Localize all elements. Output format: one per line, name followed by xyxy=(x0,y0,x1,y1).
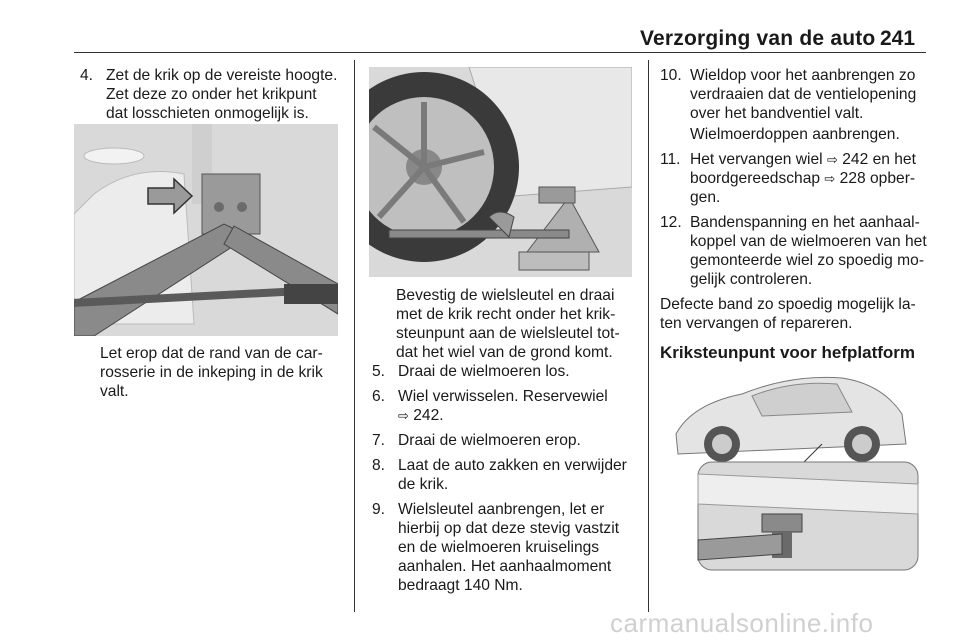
step-12 xyxy=(660,213,928,289)
lift-point-figure xyxy=(662,364,926,572)
step-6 xyxy=(372,387,638,425)
header-title: Verzorging van de auto xyxy=(640,27,876,50)
step-11 xyxy=(660,150,928,207)
step-4 xyxy=(80,66,342,123)
step-number: 4. xyxy=(80,67,94,84)
section-heading: Kriksteunpunt voor hefplatform xyxy=(660,343,916,362)
figure-1-caption: Let erop dat de rand van de car-rosserie in de inkeping in de krik valt. xyxy=(100,345,323,400)
header-divider xyxy=(74,52,926,53)
step-text: Wieldop voor het aanbrengen zo verdraaien dat de ventielopening over het bandventiel valt. xyxy=(690,67,917,122)
column-3 xyxy=(660,66,928,362)
step-8 xyxy=(372,456,638,494)
step-9 xyxy=(372,500,638,595)
step-text: Wiel verwisselen. Reservewiel ⇨ 242. xyxy=(398,388,608,424)
step-10-subtext: Wielmoerdoppen aanbrengen. xyxy=(690,126,900,143)
page-number: 241 xyxy=(880,27,916,50)
step-number: 10. xyxy=(660,67,682,84)
step-7 xyxy=(372,431,638,450)
note-text: Defecte band zo spoedig mogelijk la-ten vervangen of repareren. xyxy=(660,296,916,332)
step-number: 7. xyxy=(372,432,386,449)
watermark: carmanualsonline.info xyxy=(610,608,874,638)
step-number: 5. xyxy=(372,363,386,380)
step-5 xyxy=(372,362,638,381)
step-number: 9. xyxy=(372,501,386,518)
step-number: 8. xyxy=(372,457,386,474)
step-text: Draai de wielmoeren los. xyxy=(398,363,570,380)
step-number: 6. xyxy=(372,388,386,405)
step-text: Draai de wielmoeren erop. xyxy=(398,432,581,449)
page-ref-icon[interactable]: ⇨ xyxy=(826,152,838,167)
step-text: Laat de auto zakken en verwijder de krik. xyxy=(398,457,627,493)
page-ref-icon[interactable]: ⇨ xyxy=(824,171,836,186)
step-text: Bandenspanning en het aanhaal-koppel van de wielmoeren van het gemonteerde wiel zo spoedig mo-gelijk controleren. xyxy=(690,214,927,288)
step-number: 11. xyxy=(660,151,681,168)
column-1 xyxy=(80,66,342,129)
column-2-steps xyxy=(372,362,638,601)
jack-detail-figure xyxy=(74,124,338,336)
step-text: Zet de krik op de vereiste hoogte. Zet deze zo onder het krikpunt dat losschieten onmogelijk is. xyxy=(106,67,338,122)
figure-2-caption: Bevestig de wielsleutel en draai met de krik recht onder het krik-steunpunt aan de wielsleutel tot-dat het wiel van de grond komt. xyxy=(396,287,620,361)
step-text: Het vervangen wiel ⇨ 242 en het boordgereedschap ⇨ 228 opber-gen. xyxy=(690,151,916,206)
page-ref-icon[interactable]: ⇨ xyxy=(398,408,409,423)
jack-wrench-figure xyxy=(369,67,632,277)
step-10 xyxy=(660,66,928,123)
column-divider xyxy=(354,60,355,612)
step-text: Wielsleutel aanbrengen, let er hierbij op dat deze stevig vastzit en de wielmoeren kruiselings aanhalen. Het aanhaalmoment bedraagt 140 Nm. xyxy=(398,501,620,594)
step-number: 12. xyxy=(660,214,682,231)
column-divider xyxy=(648,60,649,612)
